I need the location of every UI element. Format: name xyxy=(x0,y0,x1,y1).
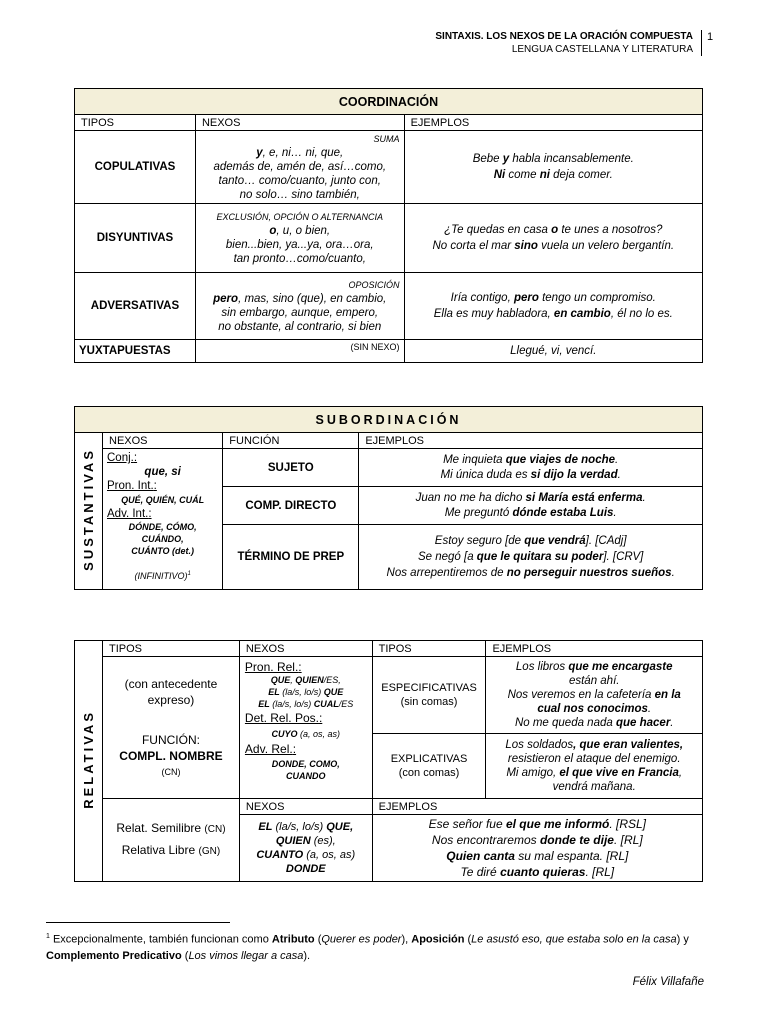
col-tipos: TIPOS xyxy=(103,641,240,657)
ejemplos-adversativas: Iría contigo, pero tengo un compromiso. Ella es muy habladora, en cambio, él no lo es. xyxy=(404,273,702,340)
subordinacion-title: SUBORDINACIÓN xyxy=(75,407,703,433)
conj-label: Conj.: xyxy=(107,452,138,464)
det-rel-values: CUYO (a, os, as) xyxy=(271,729,341,739)
infinitivo-note: (INFINITIVO)$^1$ xyxy=(134,571,191,581)
adv-int-label: Adv. Int.: xyxy=(107,508,152,520)
col-ejemplos-2: EJEMPLOS xyxy=(372,799,702,815)
conj-values: que, si xyxy=(144,466,181,478)
tipo-con-antecedente: (con antecedente expreso) FUNCIÓN: COMPL. NOMBRE (CN) xyxy=(103,657,240,799)
col-ejemplos: EJEMPLOS xyxy=(486,641,703,657)
ejemplos-libres: Ese señor fue el que me informó. [RSL] Nos encontraremos donde te dije. [RL] Quien canta su mal espanta. [RL] Te diré cuanto quieras. [RL] xyxy=(372,815,702,882)
tipo-libres: Relat. Semilibre (CN) Relativa Libre (GN) xyxy=(103,799,240,882)
relativas-side-label: RELATIVAS xyxy=(75,641,103,882)
tipo-yuxtapuestas: YUXTAPUESTAS xyxy=(75,340,196,363)
row-especificativas xyxy=(75,657,703,734)
nexos-line: tanto… como/cuanto, junto con, xyxy=(218,175,381,187)
col-tipos-2: TIPOS xyxy=(372,641,486,657)
funcion-tp: TÉRMINO DE PREP xyxy=(223,525,359,590)
nexos-sustantivas xyxy=(103,449,223,590)
row-copulativas xyxy=(75,131,703,204)
nexos-line: no solo… sino también, xyxy=(239,189,360,201)
col-ejemplos: EJEMPLOS xyxy=(359,433,703,449)
ejemplos-explicativas: Los soldados, que eran valientes, resistieron el ataque del enemigo. Mi amigo, el que vive en Francia, vendrá mañana. xyxy=(486,734,703,799)
ejemplos-tp: Estoy seguro [de que vendrá]. [CAdj] Se negó [a que le quitara su poder]. [CRV] Nos arrepentiremos de no perseguir nuestros sueños. xyxy=(359,525,703,590)
nexos-disyuntivas: o, u, o bien, xyxy=(269,225,331,237)
nexos-line: tan pronto…como/cuanto, xyxy=(233,253,366,265)
row-yuxtapuestas xyxy=(75,340,703,363)
nexos-libres: EL (la/s, lo/s) QUE, QUIEN (es), CUANTO (a, os, as) DONDE xyxy=(239,815,372,882)
tag-suma: SUMA xyxy=(373,134,400,144)
row-adversativas xyxy=(75,273,703,340)
pron-rel-values: QUE, QUIEN/ES, EL (la/s, lo/s) QUE EL (la/s, lo/s) CUAL/ES xyxy=(258,675,354,709)
col-nexos: NEXOS xyxy=(103,433,223,449)
sustantivas-side-label: SUSTANTIVAS xyxy=(75,433,103,590)
tipo-explicativas: EXPLICATIVAS (con comas) xyxy=(372,734,486,799)
col-nexos-2: NEXOS xyxy=(239,799,372,815)
page-header xyxy=(435,30,702,56)
footnote-separator xyxy=(46,922,230,923)
ejemplos-especificativas: Los libros que me encargaste están ahí. Nos veremos en la cafetería en la cual nos conocimos. No me queda nada que hacer. xyxy=(486,657,703,734)
det-rel-label: Det. Rel. Pos.: xyxy=(244,711,323,725)
pron-rel-label: Pron. Rel.: xyxy=(244,660,302,674)
nexos-relativos xyxy=(239,657,372,799)
ejemplos-copulativas: Bebe y habla incansablemente. Ni come ni deja comer. xyxy=(404,131,702,204)
funcion-sujeto: SUJETO xyxy=(223,449,359,487)
tipo-adversativas: ADVERSATIVAS xyxy=(75,273,196,340)
coordinacion-table xyxy=(74,88,703,363)
subordinacion-table xyxy=(74,406,703,590)
author-signature: Félix Villafañe xyxy=(632,976,704,988)
tipo-disyuntivas: DISYUNTIVAS xyxy=(75,204,196,273)
tipo-especificativas: ESPECIFICATIVAS (sin comas) xyxy=(372,657,486,734)
doc-title: SINTAXIS. LOS NEXOS DE LA ORACIÓN COMPUESTA xyxy=(435,31,693,42)
pron-int-label: Pron. Int.: xyxy=(107,480,157,492)
pron-int-values: QUÉ, QUIÉN, CUÁL xyxy=(121,495,205,505)
nexos-line: bien...bien, ya...ya, ora…ora, xyxy=(225,239,374,251)
ejemplos-disyuntivas: ¿Te quedas en casa o te unes a nosotros? No corta el mar sino vuela un velero bergantín. xyxy=(404,204,702,273)
nexos-copulativas: y, e, ni… ni, que, xyxy=(256,147,344,159)
ejemplos-sujeto: Me inquieta que viajes de noche. Mi única duda es si dijo la verdad. xyxy=(359,449,703,487)
nexos-adversativas: pero, mas, sino (que), en cambio, xyxy=(213,293,387,305)
col-funcion: FUNCIÓN xyxy=(223,433,359,449)
col-tipos: TIPOS xyxy=(75,115,196,131)
row-sujeto xyxy=(75,449,703,487)
funcion-cd: COMP. DIRECTO xyxy=(223,487,359,525)
tag-exclusion: EXCLUSIÓN, OPCIÓN O ALTERNANCIA xyxy=(216,212,384,222)
nexos-line: además de, amén de, así…como, xyxy=(213,161,387,173)
col-ejemplos: EJEMPLOS xyxy=(404,115,702,131)
footnote: $^1$ Excepcionalmente, también funcionan como Atributo (Querer es poder), Aposición (Le asustó eso, que estaba solo en la casa) y Complemento Predicativo (Los vimos llegar a casa). xyxy=(46,933,689,962)
adv-rel-values: DONDE, COMO, CUANDO xyxy=(271,759,340,781)
nexos-line: sin embargo, aunque, empero, xyxy=(221,307,379,319)
coordinacion-title: COORDINACIÓN xyxy=(75,89,703,115)
row-disyuntivas xyxy=(75,204,703,273)
tag-oposicion: OPOSICIÓN xyxy=(348,280,400,290)
page-number: 1 xyxy=(707,31,714,43)
doc-subtitle: LENGUA CASTELLANA Y LITERATURA xyxy=(511,44,693,55)
adv-rel-label: Adv. Rel.: xyxy=(244,742,297,756)
adv-int-values: DÓNDE, CÓMO, CUÁNDO, CUÁNTO (det.) xyxy=(128,522,197,556)
nexos-line: no obstante, al contrario, si bien xyxy=(218,321,382,333)
ejemplos-cd: Juan no me ha dicho si María está enferma. Me preguntó dónde estaba Luis. xyxy=(359,487,703,525)
col-nexos: NEXOS xyxy=(195,115,404,131)
ejemplo-yuxtapuestas: Llegué, vi, vencí. xyxy=(404,340,702,363)
tipo-copulativas: COPULATIVAS xyxy=(75,131,196,204)
tag-sin-nexo: (SIN NEXO) xyxy=(195,340,404,363)
col-nexos: NEXOS xyxy=(239,641,372,657)
relativas-table xyxy=(74,640,703,882)
